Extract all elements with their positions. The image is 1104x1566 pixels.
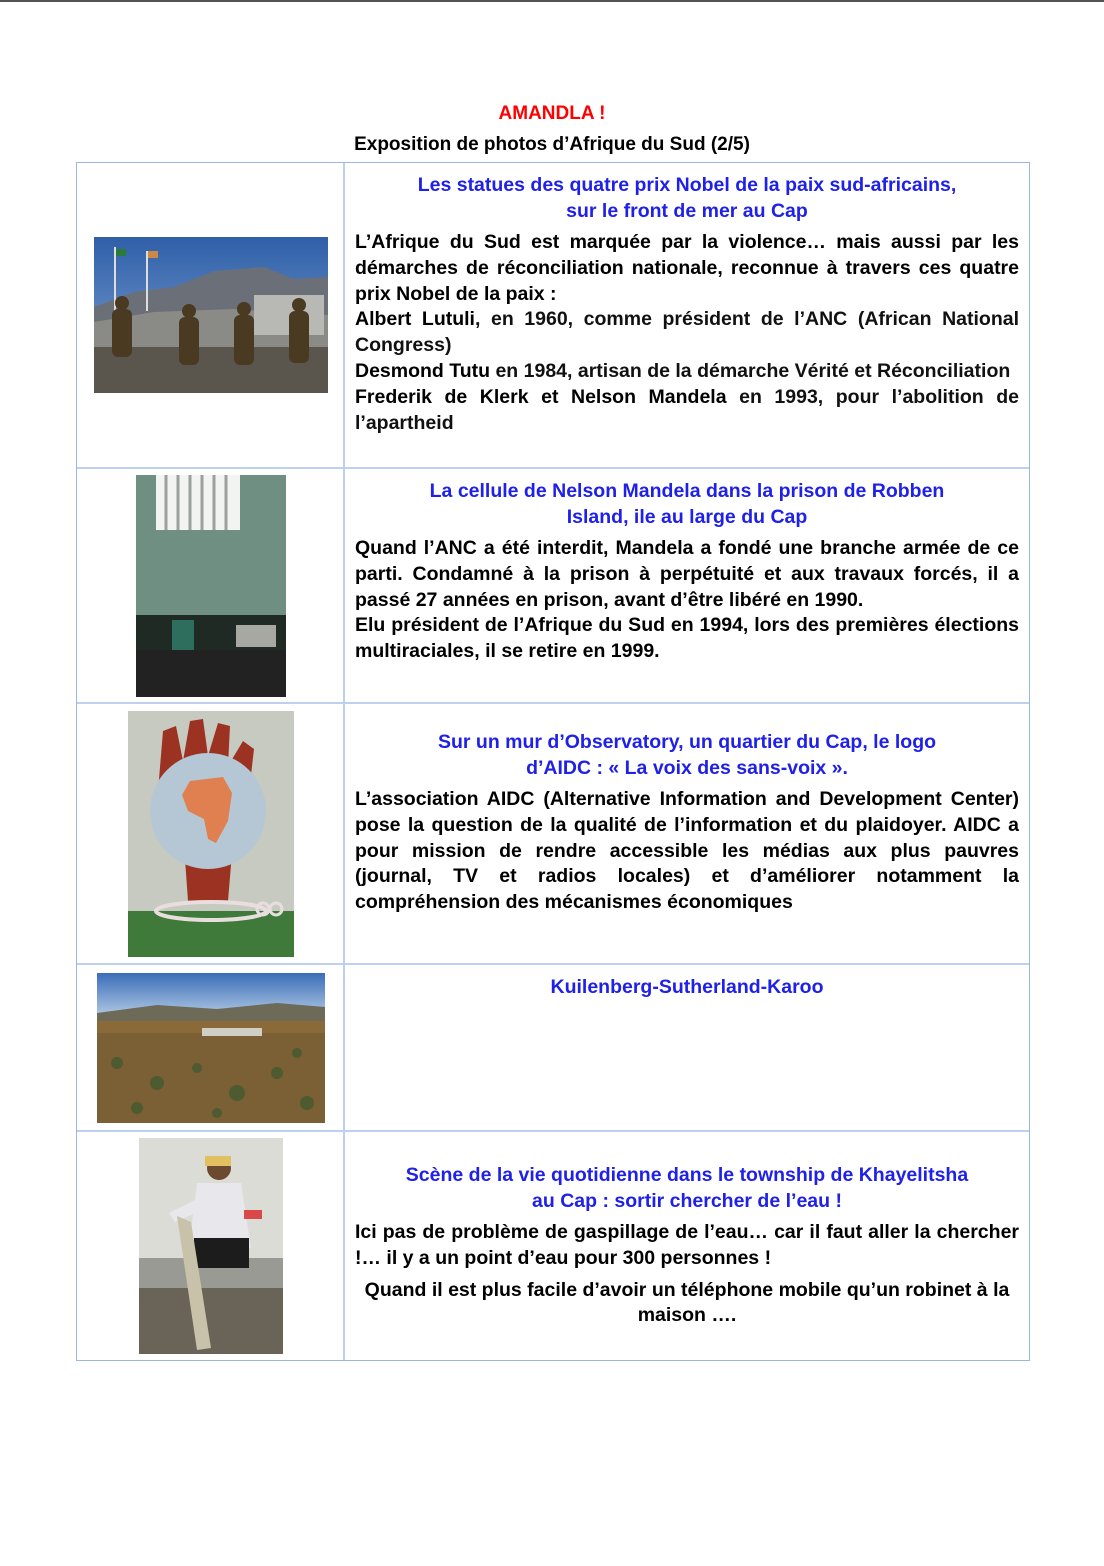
row-paragraph: Ici pas de problème de gaspillage de l’eau… car il faut aller la chercher !… il y a un point d’eau pour 300 personnes ! — [355, 1221, 1019, 1269]
photo-table — [76, 162, 1030, 1361]
khayelitsha-water-photo — [139, 1138, 283, 1354]
row-paragraph: Desmond Tutu en 1984, artisan de la démarche Vérité et Réconciliation — [355, 359, 1011, 382]
table-row — [77, 469, 1029, 704]
photo-cell — [77, 469, 345, 702]
text-cell — [345, 1132, 1029, 1360]
text-cell — [345, 965, 1029, 1130]
table-row — [77, 1132, 1029, 1360]
text-cell — [345, 163, 1029, 467]
document-subtitle: Exposition de photos d’Afrique du Sud (2/5) — [354, 134, 750, 155]
row-paragraph: L’association AIDC (Alternative Information and Development Center) pose la question de la qualité de l’information et du plaidoyer. AIDC a pour mission de rendre accessible les médias aux plus pauvres (journal, TV et radios locales) et d’améliorer notamment la compréhension des mécanismes économiques — [355, 788, 1019, 914]
table-row — [77, 965, 1029, 1132]
nobel-statues-photo — [94, 237, 328, 393]
row-paragraph: Albert Lutuli, en 1960, comme président de l’ANC (African National Congress) — [355, 308, 1019, 357]
text-cell — [345, 704, 1029, 963]
row-heading: Les statues des quatre prix Nobel de la paix sud-africains, sur le front de mer au Cap — [417, 174, 957, 222]
karoo-landscape-photo — [97, 973, 325, 1123]
document-title: AMANDLA ! — [498, 103, 606, 124]
row-paragraph: Elu président de l’Afrique du Sud en 1994, lors des premières élections multiraciales, il se retire en 1999. — [355, 614, 1019, 663]
top-rule — [0, 0, 1104, 2]
row-heading: Sur un mur d’Observatory, un quartier du Cap, le logo d’AIDC : « La voix des sans-voix ». — [437, 731, 937, 779]
table-row — [77, 163, 1029, 469]
row-paragraph: Frederik de Klerk et Nelson Mandela en 1993, pour l’abolition de l’apartheid — [355, 385, 1019, 434]
row-heading: La cellule de Nelson Mandela dans la prison de Robben Island, ile au large du Cap — [429, 480, 945, 528]
aidc-mural-photo — [128, 711, 294, 957]
photo-cell — [77, 704, 345, 963]
text-cell — [345, 469, 1029, 702]
photo-cell — [77, 1132, 345, 1360]
row-heading: Kuilenberg-Sutherland-Karoo — [550, 976, 824, 998]
photo-cell — [77, 163, 345, 467]
row-paragraph: Quand l’ANC a été interdit, Mandela a fondé une branche armée de ce parti. Condamné à la prison à perpétuité et aux travaux forcés, il a passé 27 années en prison, avant d’être libéré en 1990. — [355, 537, 1019, 611]
row-heading: Scène de la vie quotidienne dans le township de Khayelitsha au Cap : sortir chercher de l’eau ! — [405, 1164, 969, 1212]
prison-cell-photo — [136, 475, 286, 697]
table-row — [77, 704, 1029, 965]
photo-cell — [77, 965, 345, 1130]
row-paragraph-centered: Quand il est plus facile d’avoir un téléphone mobile qu’un robinet à la maison …. — [364, 1278, 1010, 1327]
row-paragraph: L’Afrique du Sud est marquée par la violence… mais aussi par les démarches de réconciliation nationale, reconnue à travers ces quatre prix Nobel de la paix : — [355, 231, 1019, 305]
